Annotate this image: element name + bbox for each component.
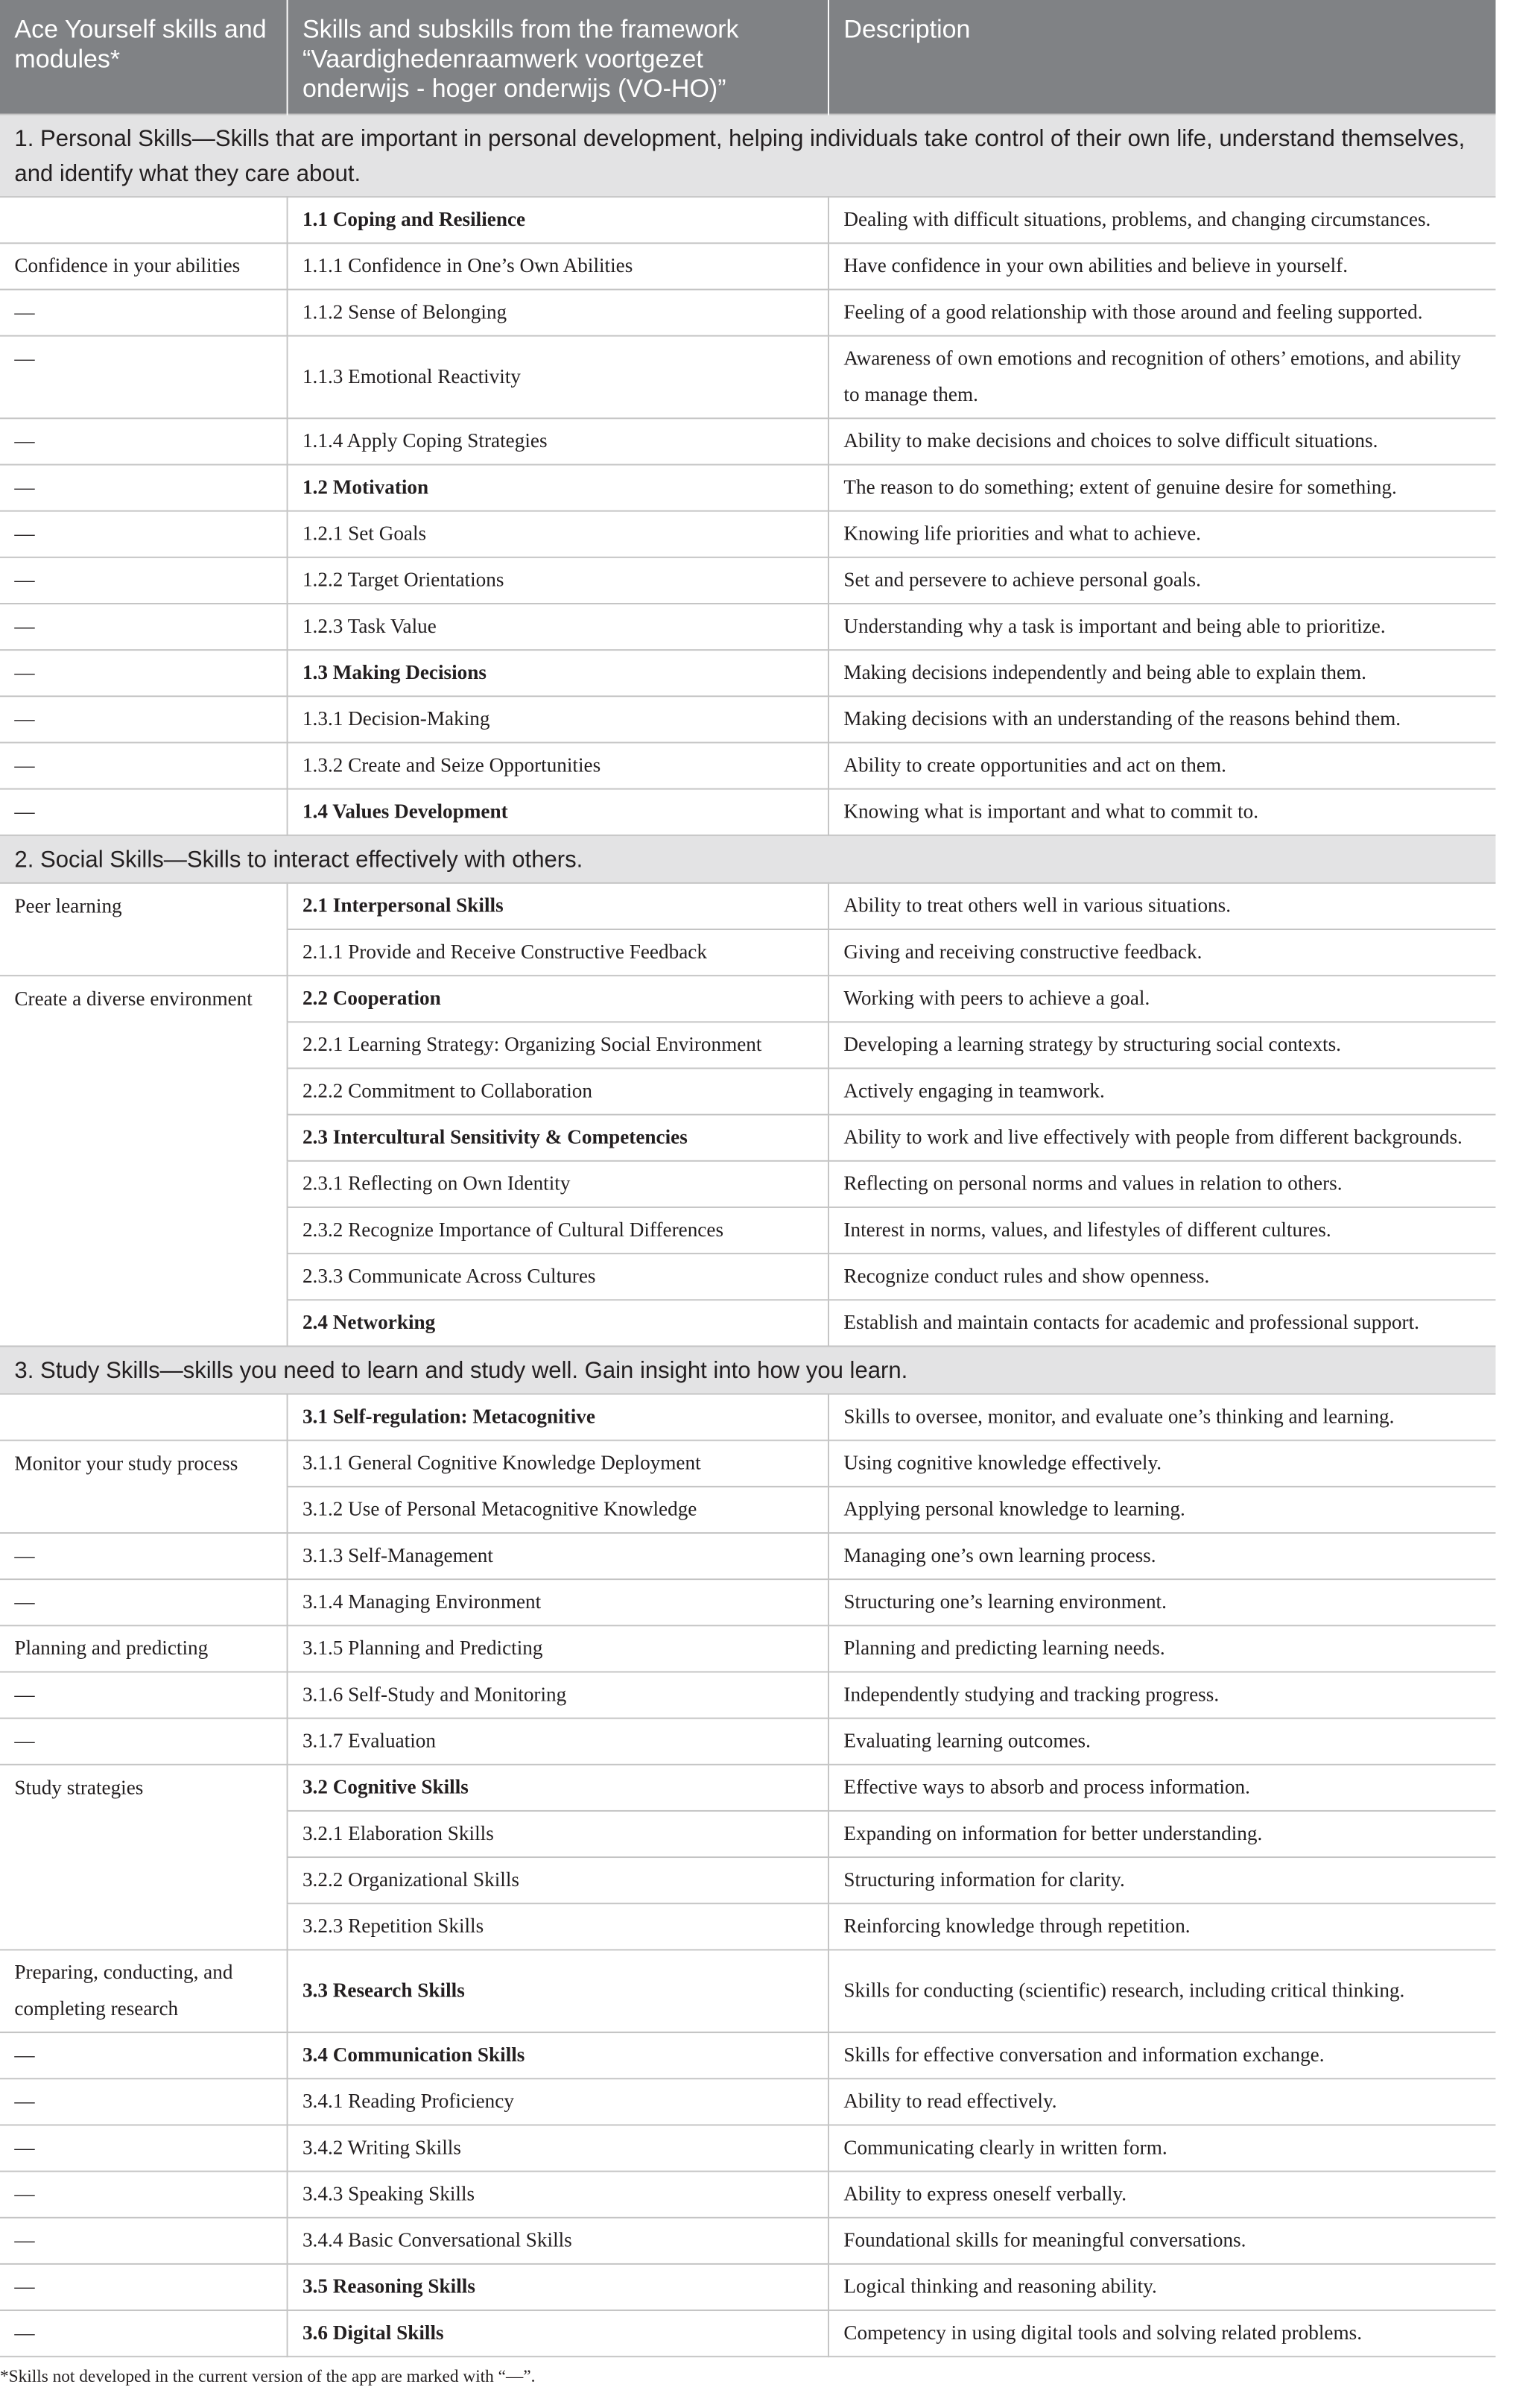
module-cell (0, 1857, 288, 1903)
table-row (0, 243, 1495, 289)
description-cell: Effective ways to absorb and process information. (828, 1765, 1495, 1811)
description-cell: Structuring information for clarity. (828, 1857, 1495, 1903)
table-row (0, 336, 1495, 419)
section-title: 3. Study Skills—skills you need to learn and study well. Gain insight into how you learn. (0, 1346, 1495, 1394)
skill-cell: 1.2.1 Set Goals (288, 511, 828, 557)
table-row (0, 929, 1495, 976)
table-row (0, 557, 1495, 604)
table-row (0, 1579, 1495, 1625)
table-row (0, 1068, 1495, 1114)
module-cell (0, 1115, 288, 1161)
table-row (0, 976, 1495, 1022)
description-cell: Evaluating learning outcomes. (828, 1719, 1495, 1765)
description-cell: Establish and maintain contacts for academic and professional support. (828, 1300, 1495, 1346)
section-title: 1. Personal Skills—Skills that are important in personal development, helping individuals take control of their own life, understand themselves, and identify what they care about. (0, 114, 1495, 197)
module-cell: — (0, 2310, 288, 2356)
table-row (0, 2172, 1495, 2218)
skill-cell: 2.3.3 Communicate Across Cultures (288, 1253, 828, 1300)
description-cell: Foundational skills for meaningful conversations. (828, 2218, 1495, 2264)
description-cell: Ability to create opportunities and act on them. (828, 742, 1495, 788)
description-cell: Reinforcing knowledge through repetition. (828, 1903, 1495, 1950)
description-cell: Ability to express oneself verbally. (828, 2172, 1495, 2218)
module-cell (0, 1022, 288, 1068)
description-cell: Ability to read effectively. (828, 2078, 1495, 2125)
skill-cell: 3.6 Digital Skills (288, 2310, 828, 2356)
module-cell (0, 929, 288, 976)
module-cell: Create a diverse environment (0, 976, 288, 1022)
column-header-description: Description (828, 0, 1495, 114)
module-cell (0, 1394, 288, 1441)
skill-cell: 3.1.6 Self-Study and Monitoring (288, 1672, 828, 1718)
table-footnote: *Skills not developed in the current version of the app are marked with “—”. (0, 2367, 536, 2387)
table-row (0, 1441, 1495, 1487)
description-cell: Set and persevere to achieve personal goals. (828, 557, 1495, 604)
module-cell (0, 1161, 288, 1207)
description-cell: Skills to oversee, monitor, and evaluate one’s thinking and learning. (828, 1394, 1495, 1441)
module-cell: — (0, 1533, 288, 1579)
skill-cell: 3.1 Self-regulation: Metacognitive (288, 1394, 828, 1441)
table-row (0, 1533, 1495, 1579)
table-row (0, 1765, 1495, 1811)
table-row (0, 2125, 1495, 2171)
module-cell: Preparing, conducting, and completing research (0, 1950, 288, 2032)
table-row (0, 1625, 1495, 1672)
section-title: 2. Social Skills—Skills to interact effectively with others. (0, 835, 1495, 883)
skill-cell: 2.4 Networking (288, 1300, 828, 1346)
skill-cell: 2.1.1 Provide and Receive Constructive Feedback (288, 929, 828, 976)
skill-cell: 1.3.2 Create and Seize Opportunities (288, 742, 828, 788)
skill-cell: 3.1.2 Use of Personal Metacognitive Knowledge (288, 1487, 828, 1533)
module-cell: — (0, 289, 288, 335)
column-header-framework-skills: Skills and subskills from the framework “Vaardighedenraamwerk voortgezet onderwijs - hoger onderwijs (VO-HO)” (288, 0, 828, 114)
skill-cell: 3.4 Communication Skills (288, 2032, 828, 2078)
module-cell: — (0, 511, 288, 557)
skill-cell: 1.2 Motivation (288, 465, 828, 511)
description-cell: Understanding why a task is important and being able to prioritize. (828, 604, 1495, 650)
description-cell: Making decisions with an understanding of the reasons behind them. (828, 696, 1495, 742)
skill-cell: 1.1.3 Emotional Reactivity (288, 336, 828, 419)
table-row (0, 197, 1495, 243)
table-row (0, 1950, 1495, 2032)
module-cell (0, 1487, 288, 1533)
description-cell: Feeling of a good relationship with those around and feeling supported. (828, 289, 1495, 335)
module-cell: Study strategies (0, 1765, 288, 1811)
table-row (0, 2264, 1495, 2310)
table-row (0, 2218, 1495, 2264)
skill-cell: 1.1.4 Apply Coping Strategies (288, 418, 828, 464)
description-cell: Planning and predicting learning needs. (828, 1625, 1495, 1672)
module-cell: — (0, 742, 288, 788)
description-cell: Logical thinking and reasoning ability. (828, 2264, 1495, 2310)
skill-cell: 1.1 Coping and Resilience (288, 197, 828, 243)
skill-cell: 1.3 Making Decisions (288, 650, 828, 696)
module-cell (0, 197, 288, 243)
description-cell: Communicating clearly in written form. (828, 2125, 1495, 2171)
description-cell: Ability to work and live effectively with people from different backgrounds. (828, 1115, 1495, 1161)
module-cell: — (0, 2125, 288, 2171)
skill-cell: 2.3 Intercultural Sensitivity & Competencies (288, 1115, 828, 1161)
table-row (0, 418, 1495, 464)
module-cell: Confidence in your abilities (0, 243, 288, 289)
module-cell: — (0, 2172, 288, 2218)
column-header-modules: Ace Yourself skills and modules* (0, 0, 288, 114)
table-row (0, 2078, 1495, 2125)
skill-cell: 3.1.7 Evaluation (288, 1719, 828, 1765)
skill-cell: 2.2 Cooperation (288, 976, 828, 1022)
description-cell: Using cognitive knowledge effectively. (828, 1441, 1495, 1487)
table-header-row (0, 0, 1495, 114)
description-cell: The reason to do something; extent of genuine desire for something. (828, 465, 1495, 511)
table-row (0, 1022, 1495, 1068)
skill-cell: 1.4 Values Development (288, 789, 828, 835)
skill-cell: 3.1.3 Self-Management (288, 1533, 828, 1579)
table-row (0, 789, 1495, 835)
module-cell: — (0, 604, 288, 650)
table-row (0, 742, 1495, 788)
module-cell: — (0, 1719, 288, 1765)
table-row (0, 1115, 1495, 1161)
description-cell: Making decisions independently and being able to explain them. (828, 650, 1495, 696)
skill-cell: 1.2.2 Target Orientations (288, 557, 828, 604)
module-cell: Planning and predicting (0, 1625, 288, 1672)
table-row (0, 1903, 1495, 1950)
description-cell: Interest in norms, values, and lifestyles of different cultures. (828, 1207, 1495, 1253)
module-cell: — (0, 789, 288, 835)
module-cell (0, 1253, 288, 1300)
description-cell: Structuring one’s learning environment. (828, 1579, 1495, 1625)
skill-cell: 2.2.1 Learning Strategy: Organizing Social Environment (288, 1022, 828, 1068)
description-cell: Recognize conduct rules and show openness. (828, 1253, 1495, 1300)
module-cell: — (0, 2218, 288, 2264)
module-cell (0, 1207, 288, 1253)
module-cell (0, 1068, 288, 1114)
description-cell: Developing a learning strategy by structuring social contexts. (828, 1022, 1495, 1068)
table-row (0, 1811, 1495, 1857)
skill-cell: 1.3.1 Decision-Making (288, 696, 828, 742)
table-row (0, 289, 1495, 335)
description-cell: Ability to make decisions and choices to solve difficult situations. (828, 418, 1495, 464)
description-cell: Applying personal knowledge to learning. (828, 1487, 1495, 1533)
table-row (0, 650, 1495, 696)
description-cell: Have confidence in your own abilities and believe in yourself. (828, 243, 1495, 289)
module-cell: — (0, 650, 288, 696)
module-cell: — (0, 696, 288, 742)
skill-cell: 1.2.3 Task Value (288, 604, 828, 650)
skill-cell: 2.1 Interpersonal Skills (288, 883, 828, 929)
table-row (0, 1207, 1495, 1253)
skill-cell: 2.2.2 Commitment to Collaboration (288, 1068, 828, 1114)
table-row (0, 465, 1495, 511)
module-cell: — (0, 2264, 288, 2310)
table-row (0, 883, 1495, 929)
description-cell: Actively engaging in teamwork. (828, 1068, 1495, 1114)
skill-cell: 3.1.4 Managing Environment (288, 1579, 828, 1625)
module-cell: — (0, 1579, 288, 1625)
table-row (0, 1487, 1495, 1533)
skill-cell: 1.1.1 Confidence in One’s Own Abilities (288, 243, 828, 289)
table-row (0, 2310, 1495, 2356)
skill-cell: 3.2 Cognitive Skills (288, 1765, 828, 1811)
skill-cell: 2.3.2 Recognize Importance of Cultural Differences (288, 1207, 828, 1253)
module-cell (0, 1903, 288, 1950)
description-cell: Competency in using digital tools and solving related problems. (828, 2310, 1495, 2356)
module-cell (0, 1811, 288, 1857)
description-cell: Giving and receiving constructive feedback. (828, 929, 1495, 976)
description-cell: Awareness of own emotions and recognition of others’ emotions, and ability to manage them. (828, 336, 1495, 419)
skill-cell: 3.5 Reasoning Skills (288, 2264, 828, 2310)
module-cell: Monitor your study process (0, 1441, 288, 1487)
table-row (0, 511, 1495, 557)
table-row (0, 1253, 1495, 1300)
skill-cell: 3.4.3 Speaking Skills (288, 2172, 828, 2218)
skill-cell: 3.2.1 Elaboration Skills (288, 1811, 828, 1857)
module-cell: — (0, 465, 288, 511)
table-row (0, 1394, 1495, 1441)
description-cell: Skills for conducting (scientific) research, including critical thinking. (828, 1950, 1495, 2032)
skill-cell: 3.4.1 Reading Proficiency (288, 2078, 828, 2125)
skill-cell: 3.3 Research Skills (288, 1950, 828, 2032)
module-cell: — (0, 336, 288, 419)
description-cell: Knowing what is important and what to commit to. (828, 789, 1495, 835)
skill-cell: 3.4.2 Writing Skills (288, 2125, 828, 2171)
table-row (0, 2032, 1495, 2078)
skill-cell: 3.2.2 Organizational Skills (288, 1857, 828, 1903)
module-cell: — (0, 2032, 288, 2078)
skill-cell: 1.1.2 Sense of Belonging (288, 289, 828, 335)
module-cell: Peer learning (0, 883, 288, 929)
table-row (0, 1719, 1495, 1765)
module-cell: — (0, 418, 288, 464)
module-cell: — (0, 1672, 288, 1718)
description-cell: Working with peers to achieve a goal. (828, 976, 1495, 1022)
table-row (0, 1161, 1495, 1207)
description-cell: Ability to treat others well in various situations. (828, 883, 1495, 929)
description-cell: Independently studying and tracking progress. (828, 1672, 1495, 1718)
skill-cell: 3.1.5 Planning and Predicting (288, 1625, 828, 1672)
section-row (0, 835, 1495, 883)
table-row (0, 696, 1495, 742)
description-cell: Expanding on information for better understanding. (828, 1811, 1495, 1857)
module-cell: — (0, 2078, 288, 2125)
skill-cell: 2.3.1 Reflecting on Own Identity (288, 1161, 828, 1207)
skill-cell: 3.4.4 Basic Conversational Skills (288, 2218, 828, 2264)
skill-cell: 3.1.1 General Cognitive Knowledge Deployment (288, 1441, 828, 1487)
module-cell: — (0, 557, 288, 604)
table-row (0, 1857, 1495, 1903)
description-cell: Dealing with difficult situations, problems, and changing circumstances. (828, 197, 1495, 243)
module-cell (0, 1300, 288, 1346)
description-cell: Knowing life priorities and what to achieve. (828, 511, 1495, 557)
description-cell: Reflecting on personal norms and values in relation to others. (828, 1161, 1495, 1207)
description-cell: Skills for effective conversation and information exchange. (828, 2032, 1495, 2078)
section-row (0, 114, 1495, 197)
table-row (0, 1300, 1495, 1346)
description-cell: Managing one’s own learning process. (828, 1533, 1495, 1579)
section-row (0, 1346, 1495, 1394)
table-row (0, 604, 1495, 650)
table-row (0, 1672, 1495, 1718)
skill-cell: 3.2.3 Repetition Skills (288, 1903, 828, 1950)
